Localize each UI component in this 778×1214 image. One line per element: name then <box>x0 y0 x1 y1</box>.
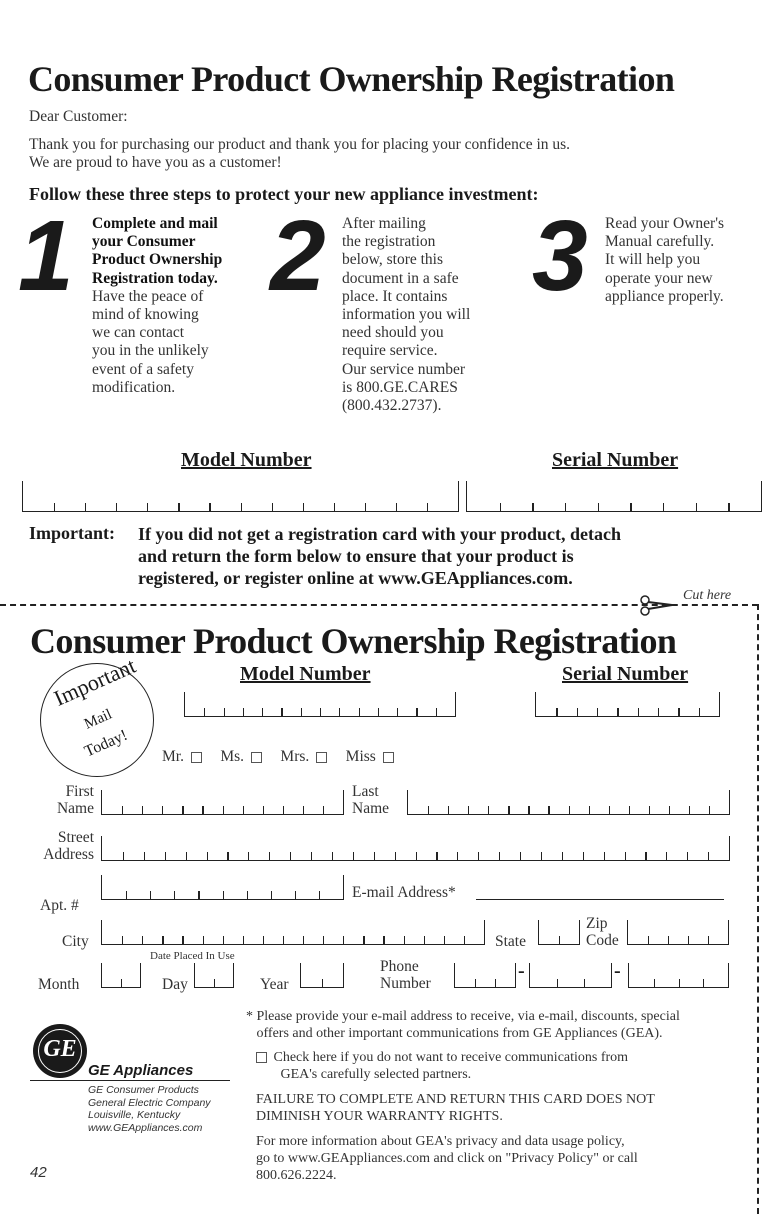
step-3-number: 3 <box>532 200 584 312</box>
comb-tick <box>203 936 204 944</box>
comb-tick <box>365 503 366 511</box>
comb-tick <box>679 979 680 987</box>
comb-tick <box>508 806 509 814</box>
comb-tick <box>630 503 631 511</box>
year-label: Year <box>260 976 289 993</box>
serial-number-field[interactable] <box>466 481 762 512</box>
intro-line-1: Thank you for purchasing our product and thank you for placing your confidence in us. <box>29 136 571 153</box>
comb-tick <box>283 806 284 814</box>
comb-tick <box>495 979 496 987</box>
comb-tick <box>198 891 199 899</box>
comb-tick <box>207 852 208 860</box>
comb-tick <box>669 806 670 814</box>
comb-tick <box>269 852 270 860</box>
city-field[interactable] <box>101 920 485 945</box>
last-name-label: Last Name <box>352 783 390 817</box>
comb-tick <box>311 852 312 860</box>
ms-checkbox[interactable] <box>251 752 262 763</box>
comb-tick <box>424 936 425 944</box>
comb-tick <box>281 708 282 716</box>
comb-tick <box>147 503 148 511</box>
comb-tick <box>500 503 501 511</box>
comb-tick <box>241 503 242 511</box>
comb-tick <box>223 806 224 814</box>
cut-line-vertical <box>757 604 759 1214</box>
comb-tick <box>396 503 397 511</box>
comb-tick <box>688 936 689 944</box>
comb-tick <box>363 936 364 944</box>
comb-tick <box>457 852 458 860</box>
apt-label: Apt. # <box>40 897 79 914</box>
important-label: Important: <box>29 523 115 543</box>
comb-tick <box>397 708 398 716</box>
comb-tick <box>359 708 360 716</box>
comb-tick <box>374 852 375 860</box>
stamp-mail: Mail <box>82 706 115 733</box>
step-1-text: Complete and mail your Consumer Product Ownership Registration today. Have the peace of mind of knowing we can contact you in the unlikely event of a safety modification. <box>92 215 223 396</box>
comb-tick <box>475 979 476 987</box>
comb-tick <box>186 852 187 860</box>
comb-tick <box>303 806 304 814</box>
comb-tick <box>520 852 521 860</box>
privacy-note: For more information about GEA's privacy and data usage policy, go to www.GEAppliances.com and click on "Privacy Policy" or call 800.626.2224. <box>256 1134 638 1183</box>
state-field[interactable] <box>538 920 580 945</box>
comb-tick <box>85 503 86 511</box>
comb-tick <box>678 708 679 716</box>
comb-tick <box>703 979 704 987</box>
comb-tick <box>209 503 210 511</box>
page-title: Consumer Product Ownership Registration <box>28 59 675 99</box>
comb-tick <box>583 852 584 860</box>
comb-tick <box>283 936 284 944</box>
brand-divider <box>30 1080 230 1081</box>
comb-tick <box>150 891 151 899</box>
comb-tick <box>416 852 417 860</box>
email-label: E-mail Address* <box>352 884 456 901</box>
partner-optout: Check here if you do not want to receive communications from GEA's carefully selected partners. <box>256 1049 628 1083</box>
comb-tick <box>320 708 321 716</box>
comb-tick <box>689 806 690 814</box>
page-number: 42 <box>30 1164 47 1181</box>
card-serial-number-field[interactable] <box>535 692 720 717</box>
important-text: If you did not get a registration card with your product, detach and return the form below to ensure that your product is registered, or register online at www.GEAppliances.com. <box>138 524 622 588</box>
comb-tick <box>708 936 709 944</box>
comb-tick <box>248 852 249 860</box>
comb-tick <box>557 979 558 987</box>
comb-tick <box>272 503 273 511</box>
comb-tick <box>404 936 405 944</box>
comb-tick <box>687 852 688 860</box>
day-label: Day <box>162 976 188 993</box>
comb-tick <box>427 503 428 511</box>
comb-tick <box>444 936 445 944</box>
state-label: State <box>495 933 526 950</box>
comb-tick <box>541 852 542 860</box>
comb-tick <box>562 852 563 860</box>
comb-tick <box>224 708 225 716</box>
comb-tick <box>162 936 163 944</box>
comb-tick <box>122 806 123 814</box>
phone-area-code-field[interactable] <box>454 963 516 988</box>
comb-tick <box>54 503 55 511</box>
card-serial-number-heading: Serial Number <box>562 663 689 685</box>
zip-code-field[interactable] <box>627 920 729 945</box>
comb-tick <box>709 806 710 814</box>
step-1-number: 1 <box>18 200 70 312</box>
comb-tick <box>178 503 179 511</box>
comb-tick <box>428 806 429 814</box>
comb-tick <box>243 708 244 716</box>
comb-tick <box>334 503 335 511</box>
comb-tick <box>290 852 291 860</box>
comb-tick <box>532 503 533 511</box>
comb-tick <box>263 806 264 814</box>
comb-tick <box>696 503 697 511</box>
comb-tick <box>436 708 437 716</box>
comb-tick <box>383 936 384 944</box>
phone-separator-1: - <box>518 960 525 982</box>
phone-number-label: Phone Number <box>380 958 431 992</box>
comb-tick <box>436 852 437 860</box>
comb-tick <box>303 503 304 511</box>
comb-tick <box>271 891 272 899</box>
comb-tick <box>182 806 183 814</box>
comb-tick <box>162 806 163 814</box>
greeting: Dear Customer: <box>29 108 128 125</box>
comb-tick <box>122 936 123 944</box>
model-number-field[interactable] <box>22 481 459 512</box>
zip-code-label: Zip Code <box>586 915 619 949</box>
comb-tick <box>699 708 700 716</box>
comb-tick <box>658 708 659 716</box>
comb-tick <box>649 806 650 814</box>
card-model-number-heading: Model Number <box>240 663 371 685</box>
step-2-number: 2 <box>270 200 322 312</box>
comb-tick <box>395 852 396 860</box>
intro-line-2: We are proud to have you as a customer! <box>29 154 282 171</box>
month-label: Month <box>38 976 80 993</box>
comb-tick <box>559 936 560 944</box>
comb-tick <box>666 852 667 860</box>
comb-tick <box>126 891 127 899</box>
street-address-field[interactable] <box>101 836 730 861</box>
first-name-field[interactable] <box>101 790 344 815</box>
comb-tick <box>668 936 669 944</box>
comb-tick <box>142 936 143 944</box>
day-field[interactable] <box>194 963 234 988</box>
steps-heading: Follow these three steps to protect your new appliance investment: <box>29 184 539 204</box>
comb-tick <box>301 708 302 716</box>
comb-tick <box>468 806 469 814</box>
comb-tick <box>548 806 549 814</box>
comb-tick <box>247 891 248 899</box>
comb-tick <box>323 936 324 944</box>
comb-tick <box>339 708 340 716</box>
comb-tick <box>629 806 630 814</box>
failure-notice: FAILURE TO COMPLETE AND RETURN THIS CARD DOES NOT DIMINISH YOUR WARRANTY RIGHTS. <box>256 1092 655 1124</box>
ge-appliances-brand: GE Appliances <box>88 1062 194 1079</box>
comb-tick <box>243 806 244 814</box>
street-address-label: Street Address <box>43 829 94 863</box>
comb-tick <box>263 936 264 944</box>
comb-tick <box>577 708 578 716</box>
comb-tick <box>589 806 590 814</box>
comb-tick <box>464 936 465 944</box>
stamp-today: Today! <box>82 726 131 761</box>
comb-tick <box>565 503 566 511</box>
comb-tick <box>617 708 618 716</box>
comb-tick <box>584 979 585 987</box>
salutation-options: Mr. Ms. Mrs. Miss <box>162 748 397 765</box>
year-field[interactable] <box>300 963 344 988</box>
comb-tick <box>322 979 323 987</box>
comb-tick <box>165 852 166 860</box>
comb-tick <box>448 806 449 814</box>
month-field[interactable] <box>101 963 141 988</box>
step-3-text: Read your Owner's Manual carefully. It will help you operate your new appliance properly. <box>605 215 725 305</box>
comb-tick <box>598 503 599 511</box>
stamp-important: Important <box>50 652 140 711</box>
comb-tick <box>223 891 224 899</box>
first-name-label: First Name <box>56 783 94 817</box>
comb-tick <box>638 708 639 716</box>
ge-address: GE Consumer Products General Electric Company Louisville, Kentucky www.GEAppliances.com <box>88 1084 211 1134</box>
comb-tick <box>708 852 709 860</box>
comb-tick <box>597 708 598 716</box>
serial-number-heading: Serial Number <box>552 449 679 471</box>
comb-tick <box>332 852 333 860</box>
comb-tick <box>416 708 417 716</box>
comb-tick <box>144 852 145 860</box>
model-number-heading: Model Number <box>181 449 312 471</box>
email-note: * Please provide your e-mail address to receive, via e-mail, discounts, special offers and other important communications from GE Appliances (GEA). <box>246 1009 680 1041</box>
comb-tick <box>378 708 379 716</box>
comb-tick <box>323 806 324 814</box>
comb-tick <box>227 852 228 860</box>
miss-checkbox[interactable] <box>383 752 394 763</box>
comb-tick <box>478 852 479 860</box>
last-name-field[interactable] <box>407 790 730 815</box>
comb-tick <box>728 503 729 511</box>
city-label: City <box>62 933 89 950</box>
comb-tick <box>353 852 354 860</box>
comb-tick <box>556 708 557 716</box>
mr-checkbox[interactable] <box>191 752 202 763</box>
phone-separator-2: - <box>614 960 621 982</box>
comb-tick <box>303 936 304 944</box>
comb-tick <box>319 891 320 899</box>
comb-tick <box>609 806 610 814</box>
comb-tick <box>488 806 489 814</box>
mrs-checkbox[interactable] <box>316 752 327 763</box>
scissors-icon <box>638 592 678 618</box>
comb-tick <box>295 891 296 899</box>
comb-tick <box>528 806 529 814</box>
step-2-text: After mailing the registration below, store this document in a safe place. It contains information you will need should you require service. Our service number is 800.GE.CARES (800.432.2737). <box>342 215 471 415</box>
date-placed-label: Date Placed In Use <box>150 950 235 962</box>
partner-optout-checkbox[interactable] <box>256 1052 267 1063</box>
ge-logo-icon: GE <box>33 1024 87 1078</box>
comb-tick <box>663 503 664 511</box>
comb-tick <box>116 503 117 511</box>
comb-tick <box>499 852 500 860</box>
comb-tick <box>654 979 655 987</box>
comb-tick <box>262 708 263 716</box>
comb-tick <box>343 936 344 944</box>
comb-tick <box>243 936 244 944</box>
comb-tick <box>202 806 203 814</box>
email-field[interactable] <box>476 899 724 900</box>
cut-here-label: Cut here <box>683 588 732 603</box>
comb-tick <box>204 708 205 716</box>
comb-tick <box>174 891 175 899</box>
comb-tick <box>142 806 143 814</box>
comb-tick <box>121 979 122 987</box>
comb-tick <box>645 852 646 860</box>
apt-field[interactable] <box>101 875 344 900</box>
comb-tick <box>625 852 626 860</box>
card-model-number-field[interactable] <box>184 692 456 717</box>
comb-tick <box>214 979 215 987</box>
phone-line-field[interactable] <box>628 963 729 988</box>
comb-tick <box>569 806 570 814</box>
comb-tick <box>223 936 224 944</box>
comb-tick <box>123 852 124 860</box>
comb-tick <box>604 852 605 860</box>
card-title: Consumer Product Ownership Registration <box>30 621 677 661</box>
comb-tick <box>648 936 649 944</box>
comb-tick <box>182 936 183 944</box>
phone-prefix-field[interactable] <box>529 963 612 988</box>
